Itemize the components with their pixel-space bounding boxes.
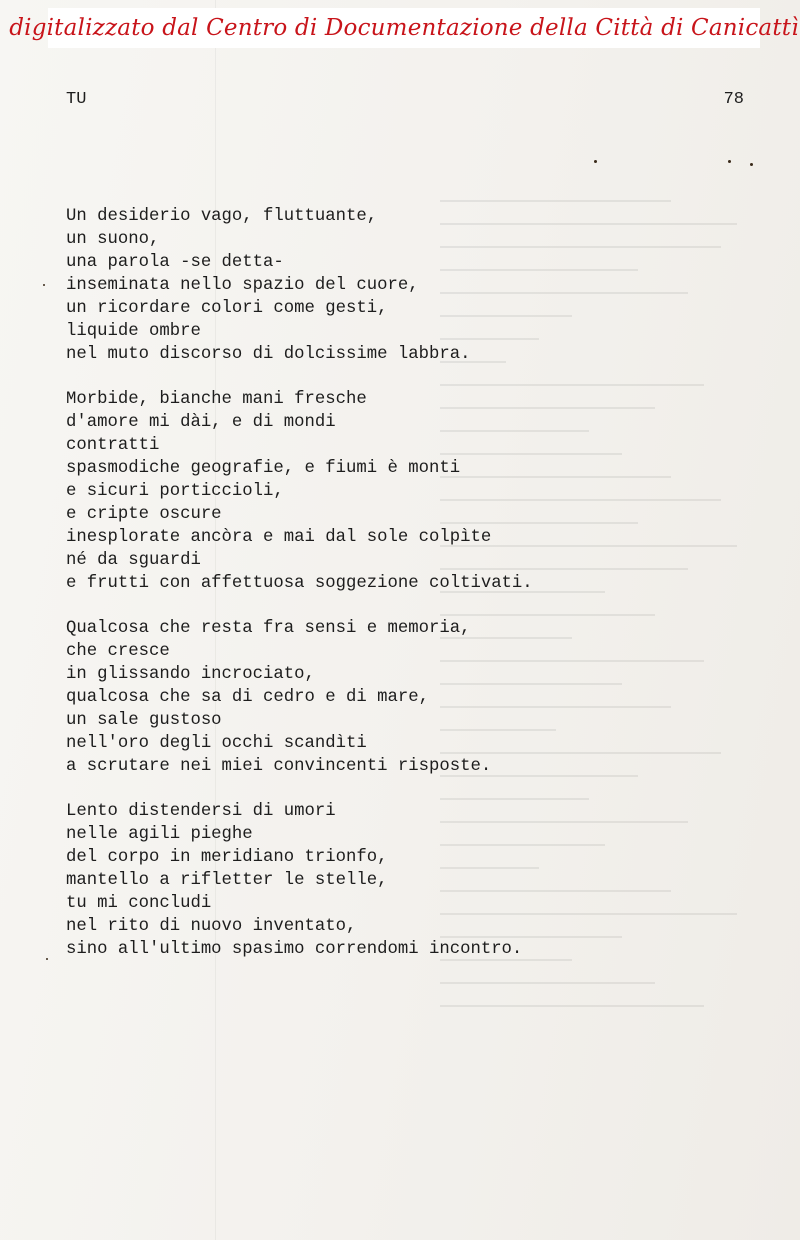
stanza bbox=[66, 800, 533, 961]
poem-line: nel rito di nuovo inventato, bbox=[66, 917, 357, 936]
poem-line: d'amore mi dài, e di mondi bbox=[66, 413, 336, 432]
stanza bbox=[66, 205, 533, 366]
poem-line: tu mi concludi bbox=[66, 894, 212, 913]
stanza bbox=[66, 617, 533, 778]
dust-speck bbox=[750, 163, 753, 166]
poem-line: né da sguardi bbox=[66, 551, 201, 570]
page-number: 78 bbox=[723, 90, 744, 109]
poem-line: liquide ombre bbox=[66, 322, 201, 341]
poem-line: un ricordare colori come gesti, bbox=[66, 299, 388, 318]
poem-line: a scrutare nei miei convincenti risposte. bbox=[66, 757, 492, 776]
page-header bbox=[66, 90, 744, 109]
dust-speck bbox=[46, 958, 48, 960]
poem-line: nell'oro degli occhi scandìti bbox=[66, 734, 367, 753]
poem-title: TU bbox=[66, 90, 87, 109]
poem-line: Lento distendersi di umori bbox=[66, 802, 336, 821]
banner-text: digitalizzato dal Centro di Documentazione della Città di Canicattì bbox=[9, 15, 799, 41]
poem-line: inesplorate ancòra e mai dal sole colpìte bbox=[66, 528, 492, 547]
poem-line: Un desiderio vago, fluttuante, bbox=[66, 207, 378, 226]
poem-line: in glissando incrociato, bbox=[66, 665, 315, 684]
poem-line: spasmodiche geografie, e fiumi è monti bbox=[66, 459, 461, 478]
poem-line: inseminata nello spazio del cuore, bbox=[66, 276, 419, 295]
poem-line: nelle agili pieghe bbox=[66, 825, 253, 844]
poem-line: Morbide, bianche mani fresche bbox=[66, 390, 367, 409]
dust-speck bbox=[728, 160, 731, 163]
poem-line: del corpo in meridiano trionfo, bbox=[66, 848, 388, 867]
dust-speck bbox=[594, 160, 597, 163]
poem-line: qualcosa che sa di cedro e di mare, bbox=[66, 688, 429, 707]
poem-line: una parola -se detta- bbox=[66, 253, 284, 272]
poem-line: un suono, bbox=[66, 230, 160, 249]
dust-speck bbox=[43, 284, 45, 286]
digitization-banner bbox=[9, 8, 799, 48]
poem-line: e sicuri porticcioli, bbox=[66, 482, 284, 501]
poem-line: sino all'ultimo spasimo correndomi incontro. bbox=[66, 940, 523, 959]
poem-line: un sale gustoso bbox=[66, 711, 222, 730]
poem-line: nel muto discorso di dolcissime labbra. bbox=[66, 345, 471, 364]
poem-line: Qualcosa che resta fra sensi e memoria, bbox=[66, 619, 471, 638]
poem-line: e cripte oscure bbox=[66, 505, 222, 524]
poem-line: contratti bbox=[66, 436, 160, 455]
poem-body bbox=[66, 205, 533, 983]
stanza bbox=[66, 388, 533, 595]
poem-line: e frutti con affettuosa soggezione coltivati. bbox=[66, 574, 533, 593]
poem-line: mantello a rifletter le stelle, bbox=[66, 871, 388, 890]
poem-line: che cresce bbox=[66, 642, 170, 661]
